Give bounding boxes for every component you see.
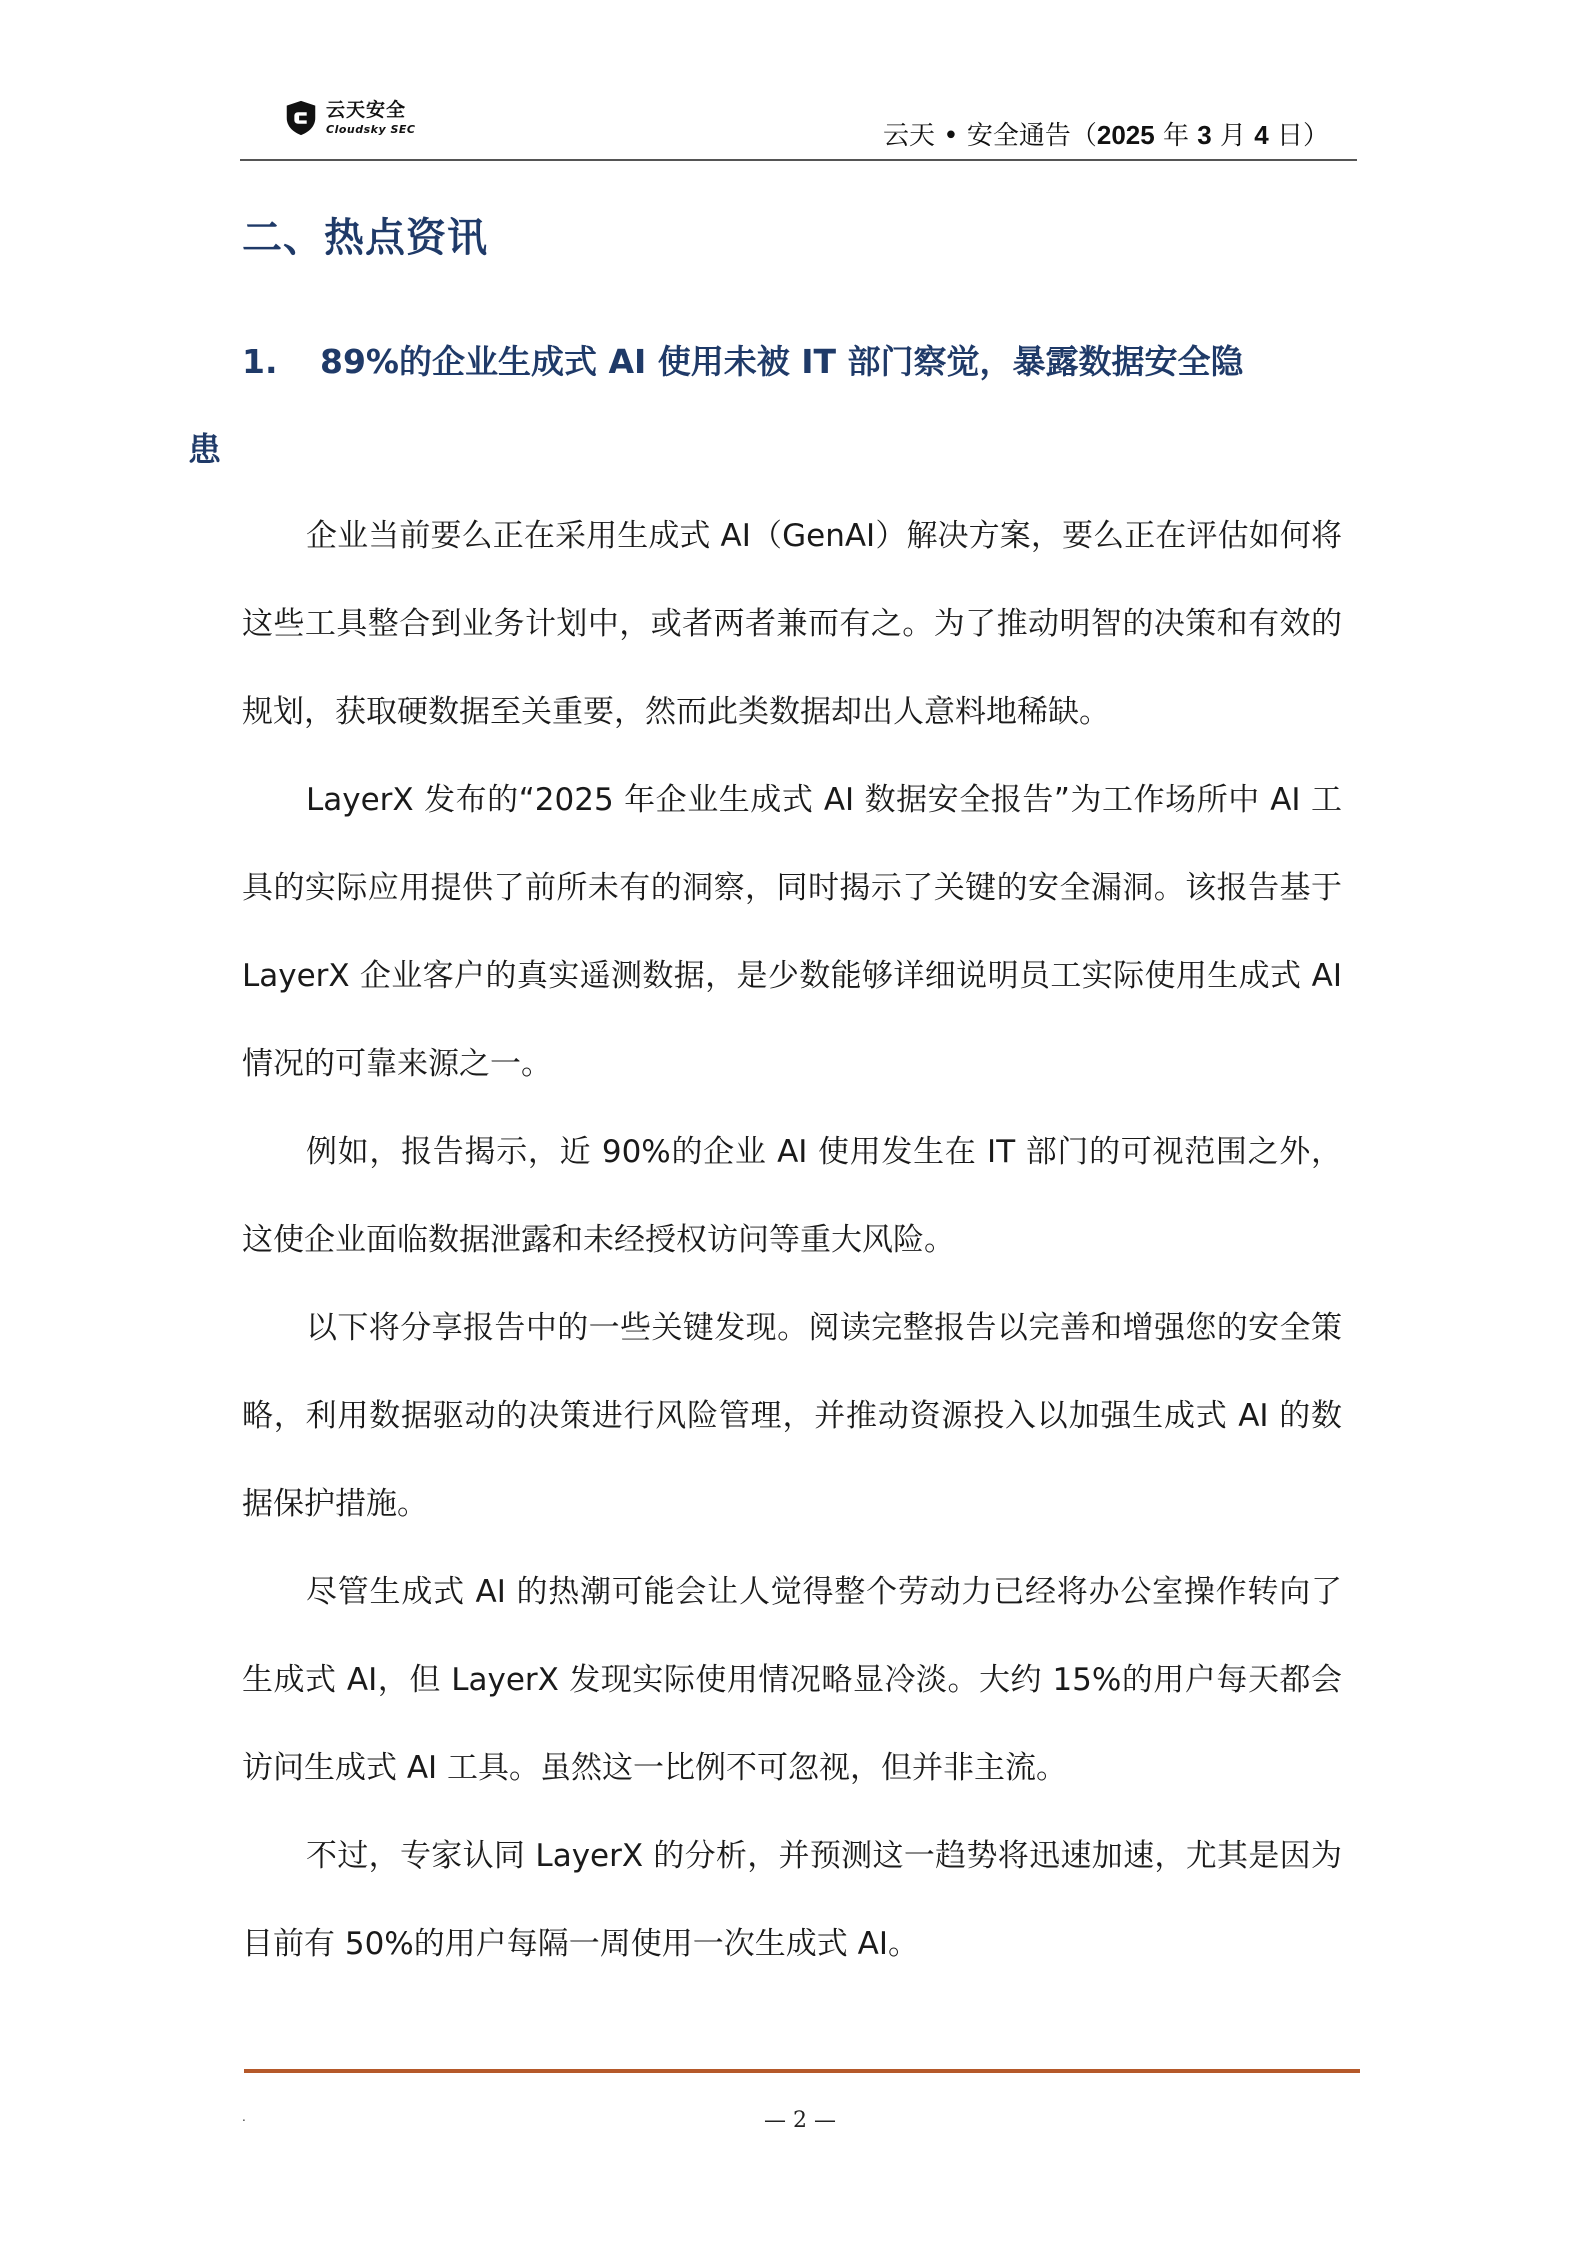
body-paragraph: 例如，报告揭示，近 90%的企业 AI 使用发生在 IT 部门的可视范围之外，这使企业面临数据泄露和未经授权访问等重大风险。 [242,1134,1342,1258]
body-paragraph: 尽管生成式 AI 的热潮可能会让人觉得整个劳动力已经将办公室操作转向了生成式 AI，但 LayerX 发现实际使用情况略显冷淡。大约 15%的用户每天都会访问生成式 AI 工具。虽然这一比例不可忽视，但并非主流。 [242,1574,1342,1786]
article-title [188,318,1348,494]
bulletin-year-unit: 年 [1154,121,1198,151]
section-heading: 二、热点资讯 [242,215,488,261]
article-number: 1. [242,342,278,381]
body-paragraph: 以下将分享报告中的一些关键发现。阅读完整报告以完善和增强您的安全策略，利用数据驱动的决策进行风险管理，并推动资源投入以加强生成式 AI 的数据保护措施。 [242,1310,1342,1522]
header-divider [240,159,1357,161]
article-title-line-2: 患 [188,430,221,469]
bulletin-day: 4 [1254,120,1269,150]
article-body [242,492,1342,1988]
body-paragraph: LayerX 发布的“2025 年企业生成式 AI 数据安全报告”为工作场所中 AI 工具的实际应用提供了前所未有的洞察，同时揭示了关键的安全漏洞。该报告基于 LayerX 企业客户的真实遥测数据，是少数能够详细说明员工实际使用生成式 AI 情况的可靠来源之一。 [242,782,1342,1082]
page-number: — 2 — [764,2108,836,2133]
article-title-text-1: 89%的企业生成式 AI 使用未被 IT 部门察觉，暴露数据安全隐 [320,342,1244,381]
footer-dot: . [242,2110,246,2124]
logo-name-cn: 云天安全 [326,99,407,121]
bulletin-title-prefix: 云天 • 安全通告（ [883,121,1097,151]
page-header [240,95,1357,161]
company-logo [282,99,415,137]
logo-wordmark [326,101,415,135]
shield-logo-icon [282,99,320,137]
body-paragraph: 企业当前要么正在采用生成式 AI（GenAI）解决方案，要么正在评估如何将这些工具整合到业务计划中，或者两者兼而有之。为了推动明智的决策和有效的规划，获取硬数据至关重要，然而此类数据却出人意料地稀缺。 [242,518,1342,730]
bulletin-title-suffix: 日） [1268,121,1329,151]
footer-divider [244,2069,1360,2073]
bulletin-year: 2025 [1096,120,1155,150]
bulletin-month-unit: 月 [1211,121,1255,151]
article-title-line-1 [188,318,1348,406]
bulletin-month: 3 [1197,120,1212,150]
bulletin-title [883,115,1329,152]
body-paragraph: 不过，专家认同 LayerX 的分析，并预测这一趋势将迅速加速，尤其是因为目前有 50%的用户每隔一周使用一次生成式 AI。 [242,1838,1342,1962]
logo-name-en: Cloudsky SEC [326,123,416,136]
